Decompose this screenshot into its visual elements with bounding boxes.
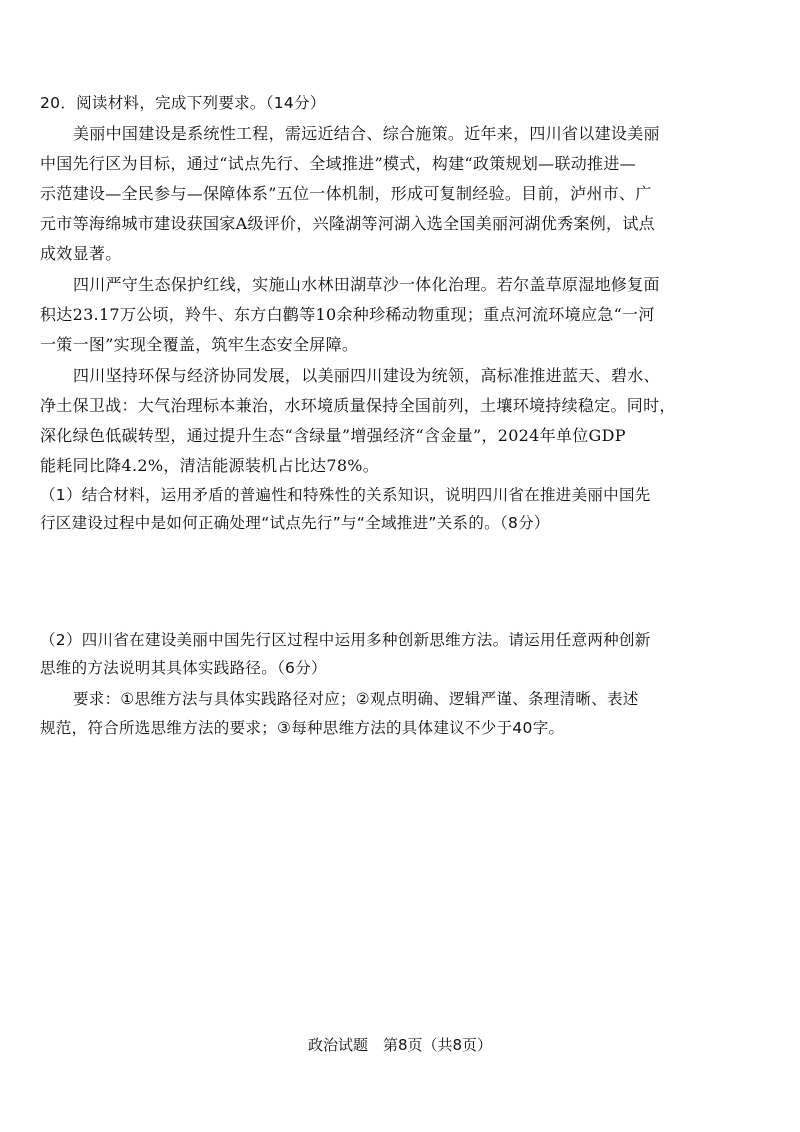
material-p1-line2: 中国先行区为目标，通过“试点先行、全域推进”模式，构建“政策规划—联动推进— <box>40 154 636 173</box>
material-p3-line2: 净土保卫战：大气治理标本兼治，水环境质量保持全国前列，土壤环境持续稳定。同时， <box>40 396 676 415</box>
subquestion-1-line1: （1）结合材料，运用矛盾的普遍性和特殊性的关系知识，说明四川省在推进美丽中国先 <box>40 486 651 504</box>
material-p3-line1: 四川坚持环保与经济协同发展，以美丽四川建设为统领，高标准推进蓝天、碧水、 <box>73 366 660 385</box>
question-title: 20．阅读材料，完成下列要求。（14分） <box>40 94 326 112</box>
material-p2-line2: 积达23.17万公顷，羚牛、东方白鹳等10余种珍稀动物重现；重点河流环境应急“一河 <box>40 305 655 324</box>
material-p2-line3: 一策一图”实现全覆盖，筑牢生态安全屏障。 <box>40 335 359 354</box>
material-p1-line4: 元市等海绵城市建设获国家A级评价，兴隆湖等河湖入选全国美丽河湖优秀案例，试点 <box>40 214 655 233</box>
material-p1-line1: 美丽中国建设是系统性工程，需远近结合、综合施策。近年来，四川省以建设美丽 <box>73 124 660 143</box>
requirements-line1: 要求：①思维方法与具体实践路径对应；②观点明确、逻辑严谨、条理清晰、表述 <box>73 690 639 708</box>
material-p1-line5: 成效显著。 <box>40 244 122 263</box>
material-p1-line3: 示范建设—全民参与—保障体系”五位一体机制，形成可复制经验。目前，泸州市、广 <box>40 184 652 203</box>
subquestion-2-line1: （2）四川省在建设美丽中国先行区过程中运用多种创新思维方法。请运用任意两种创新 <box>40 631 651 649</box>
subquestion-2-line2: 思维的方法说明其具体实践路径。（6分） <box>40 659 327 677</box>
material-p3-line4: 能耗同比降4.2%，清洁能源装机占比达78%。 <box>40 456 380 475</box>
requirements-line2: 规范，符合所选思维方法的要求；③每种思维方法的具体建议不少于40字。 <box>40 719 565 737</box>
page-footer: 政治试题 第8页（共8页） <box>307 1036 493 1054</box>
material-p3-line3: 深化绿色低碳转型，通过提升生态“含绿量”增强经济“含金量”，2024年单位GDP <box>40 426 626 445</box>
material-p2-line1: 四川严守生态保护红线，实施山水林田湖草沙一体化治理。若尔盖草原湿地修复面 <box>73 275 660 294</box>
subquestion-1-line2: 行区建设过程中是如何正确处理“试点先行”与“全域推进”关系的。（8分） <box>40 514 550 532</box>
